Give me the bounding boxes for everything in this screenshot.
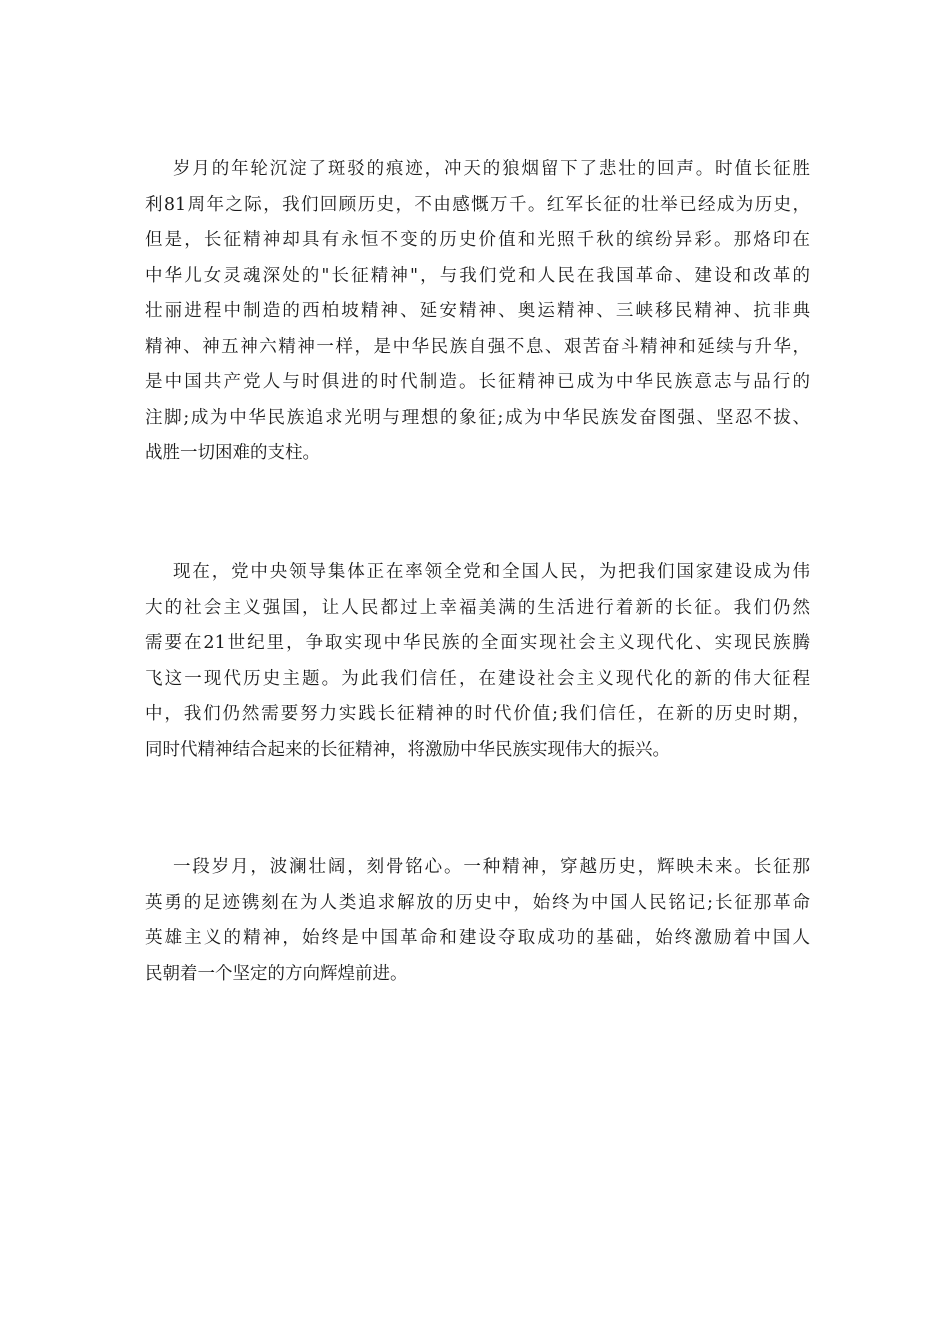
paragraph-3 (145, 850, 810, 992)
paragraph-line: 战胜一切困难的支柱。 (145, 443, 320, 463)
paragraph-line: 利81周年之际，我们回顾历史，不由感慨万千。红军长征的壮举已经成为历史， (145, 194, 810, 215)
paragraph-line: 现在，党中央领导集体正在率领全党和全国人民，为把我们国家建设成为伟 (173, 562, 810, 582)
paragraph-line: 民朝着一个坚定的方向辉煌前进。 (145, 963, 408, 984)
paragraph-line: 飞这一现代历史主题。为此我们信任，在建设社会主义现代化的新的伟大征程 (145, 668, 810, 689)
paragraph-1 (145, 152, 810, 472)
paragraph-line: 注脚;成为中华民族追求光明与理想的象征;成为中华民族发奋图强、坚忍不拔、 (145, 407, 810, 428)
paragraph-line: 中华儿女灵魂深处的"长征精神"，与我们党和人民在我国革命、建设和改革的 (145, 265, 810, 286)
paragraph-line: 英勇的足迹镌刻在为人类追求解放的历史中，始终为中国人民铭记;长征那革命 (145, 892, 810, 913)
paragraph-line: 大的社会主义强国，让人民都过上幸福美满的生活进行着新的长征。我们仍然 (145, 597, 810, 618)
paragraph-line: 同时代精神结合起来的长征精神，将激励中华民族实现伟大的振兴。 (145, 739, 670, 760)
paragraph-line: 英雄主义的精神，始终是中国革命和建设夺取成功的基础，始终激励着中国人 (145, 928, 810, 948)
paragraph-line: 精神、神五神六精神一样，是中华民族自强不息、艰苦奋斗精神和延续与升华， (145, 336, 810, 357)
paragraph-line: 是中国共产党人与时俱进的时代制造。长征精神已成为中华民族意志与品行的 (145, 372, 810, 392)
paragraph-line: 中，我们仍然需要努力实践长征精神的时代价值;我们信任，在新的历史时期， (145, 704, 810, 724)
paragraph-line: 但是，长征精神却具有永恒不变的历史价值和光照千秋的缤纷异彩。那烙印在 (145, 230, 810, 250)
paragraph-2 (145, 555, 810, 768)
paragraph-line: 壮丽进程中制造的西柏坡精神、延安精神、奥运精神、三峡移民精神、抗非典 (145, 301, 810, 321)
paragraph-line: 需要在21世纪里，争取实现中华民族的全面实现社会主义现代化、实现民族腾 (145, 633, 810, 653)
paragraph-line: 一段岁月，波澜壮阔，刻骨铭心。一种精神，穿越历史，辉映未来。长征那 (173, 857, 810, 877)
paragraph-line: 岁月的年轮沉淀了斑驳的痕迹，冲天的狼烟留下了悲壮的回声。时值长征胜 (173, 159, 810, 179)
